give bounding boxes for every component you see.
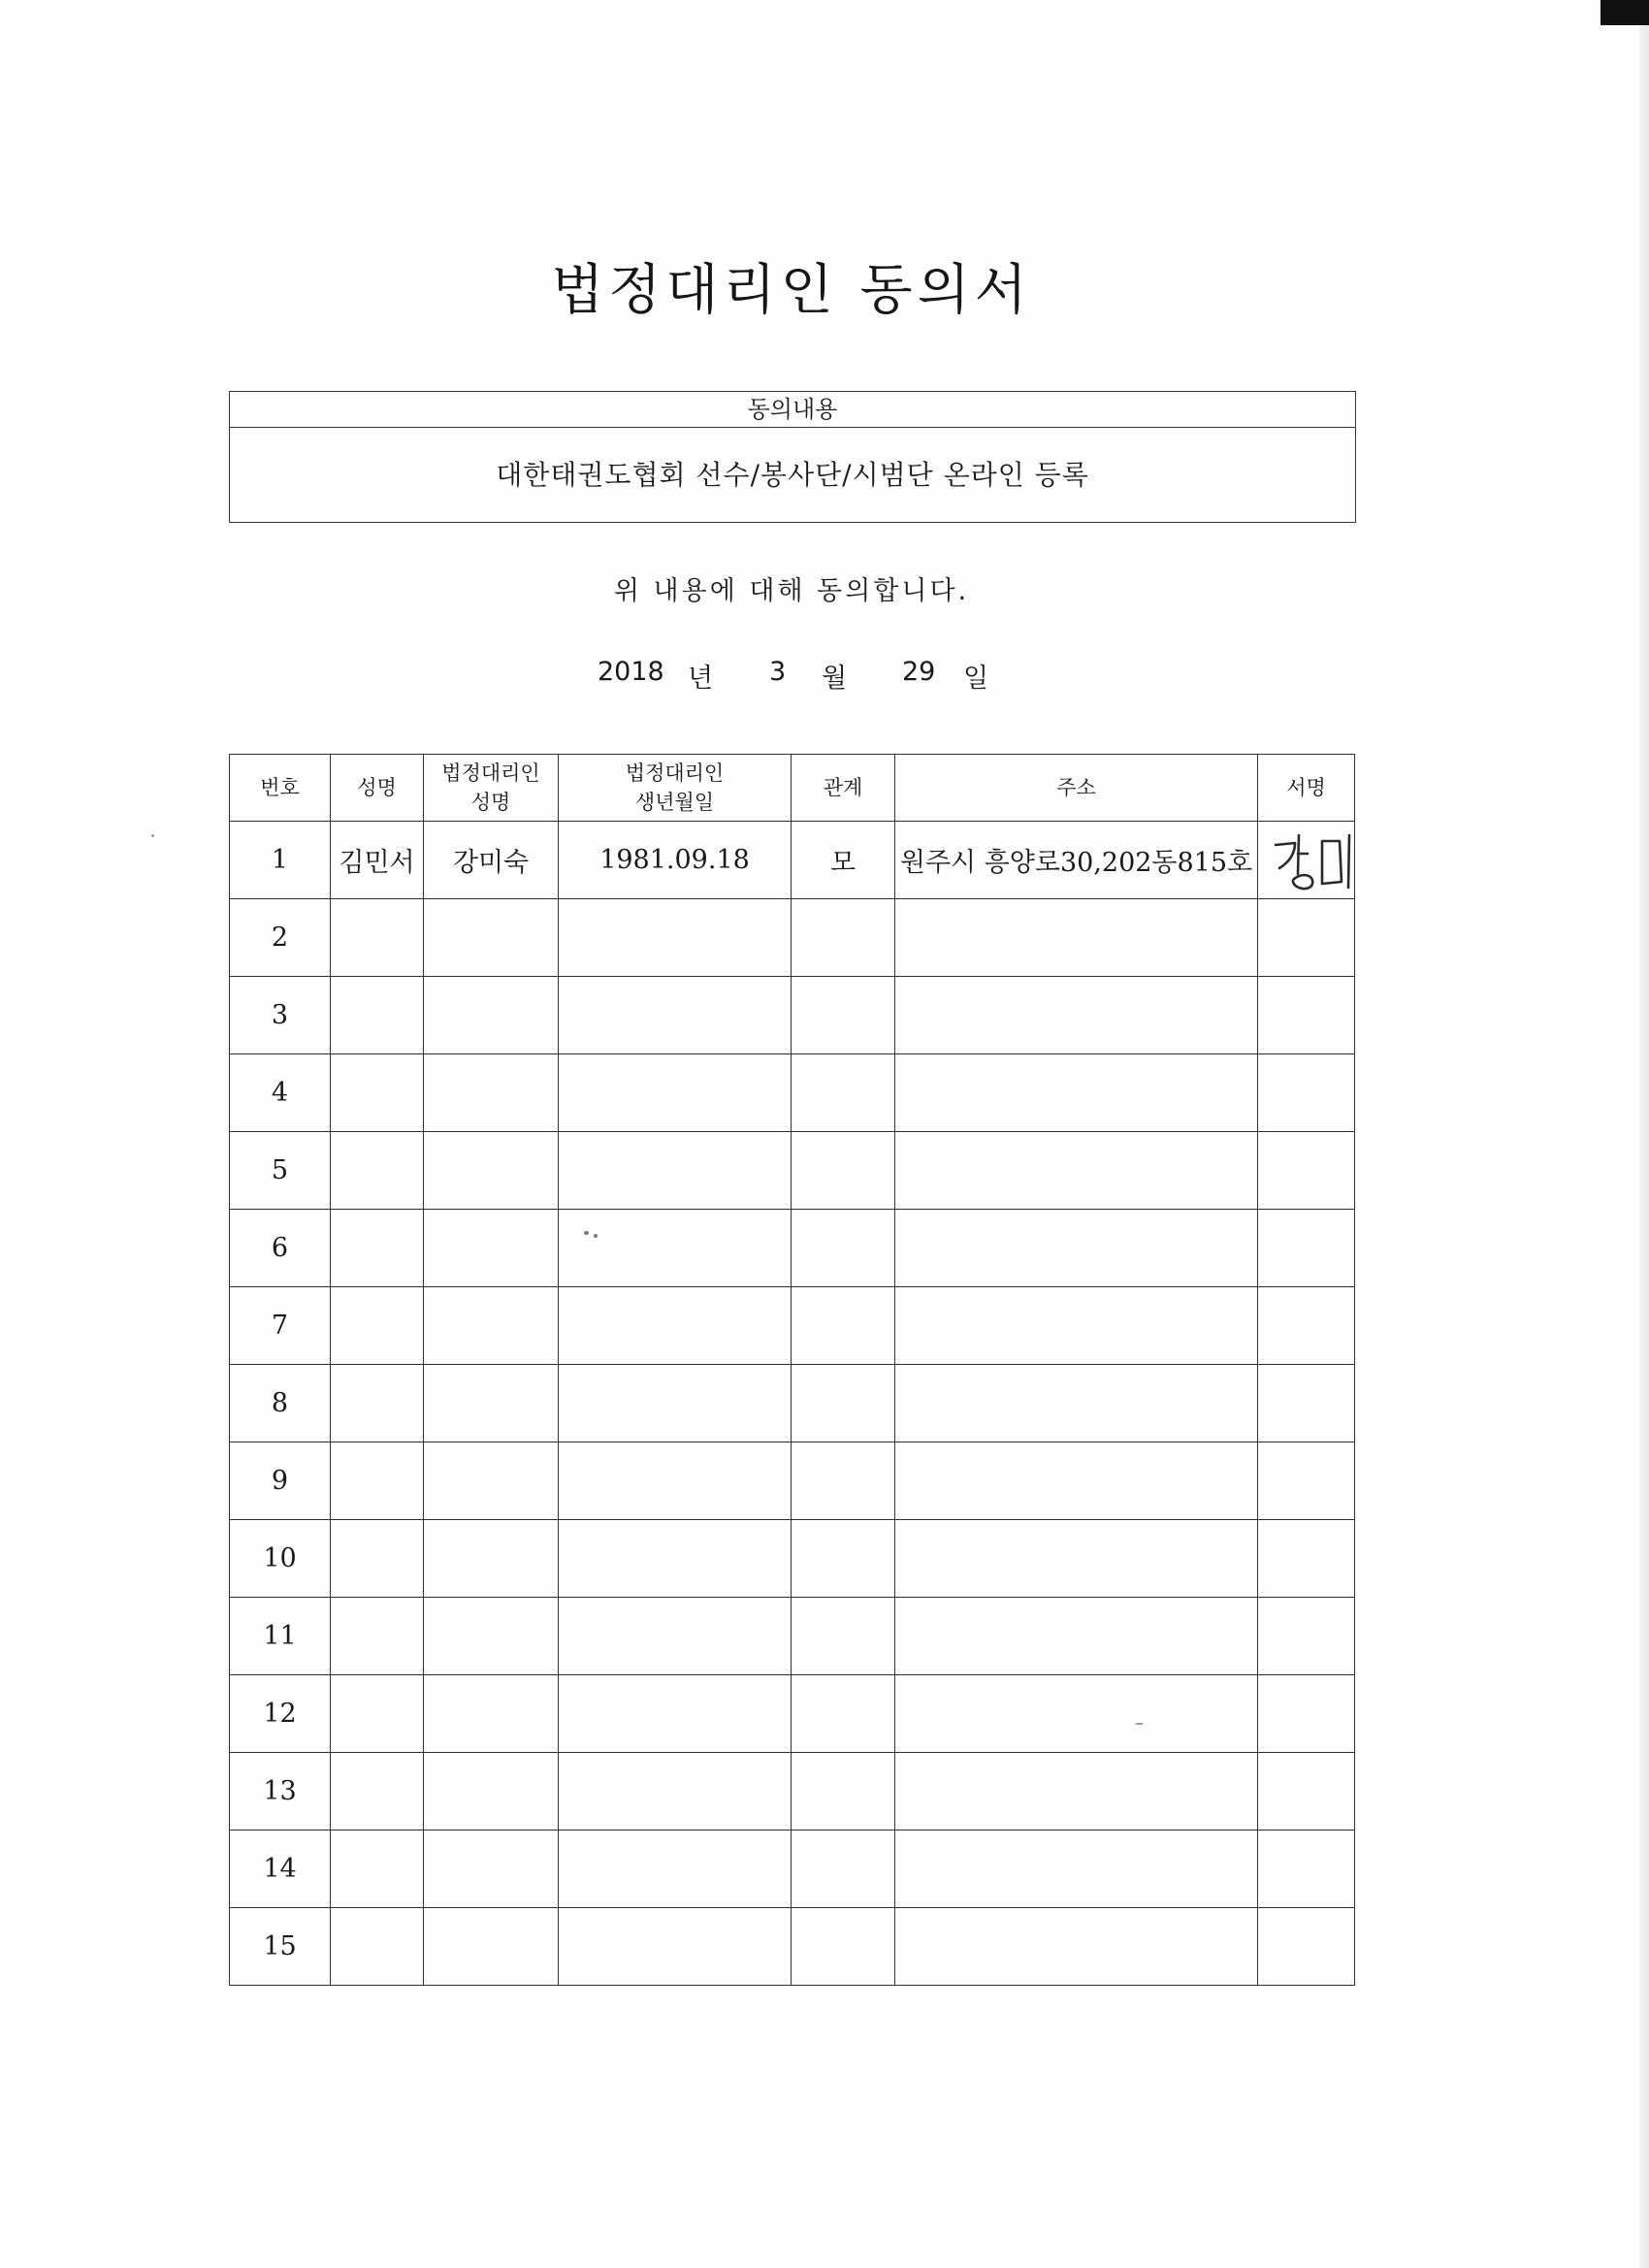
cell-no: 10 [230,1520,331,1598]
table-row [230,1210,1355,1287]
cell-name [331,1520,424,1598]
cell-guardian-birth [559,1210,792,1287]
cell-signature [1258,1520,1355,1598]
header-name: 성명 [331,755,424,822]
cell-signature [1258,1132,1355,1210]
cell-signature [1258,1908,1355,1986]
table-row [230,1831,1355,1908]
header-guardian-name [424,755,559,822]
table-row [230,1054,1355,1132]
table-row [230,1598,1355,1675]
cell-name [331,899,424,977]
date-day-unit: 일 [963,664,989,694]
cell-signature [1258,1054,1355,1132]
scan-speck [584,1231,589,1235]
cell-guardian-birth [559,1831,792,1908]
cell-guardian-birth [559,1598,792,1675]
scan-corner [1600,0,1649,25]
cell-guardian-birth: 1981.09.18 [559,822,792,899]
consent-content: 대한태권도협회 선수/봉사단/시범단 온라인 등록 [496,459,1089,491]
cell-relation [792,1831,895,1908]
cell-relation [792,977,895,1054]
cell-no: 1 [230,822,331,899]
cell-relation [792,1598,895,1675]
cell-relation [792,1520,895,1598]
cell-address [895,1598,1258,1675]
cell-name [331,1365,424,1442]
table-row [230,1442,1355,1520]
cell-guardian-name [424,1520,559,1598]
scan-speck [594,1234,598,1238]
cell-guardian-birth [559,899,792,977]
cell-no: 3 [230,977,331,1054]
scan-edge [1639,0,1649,2268]
cell-signature [1258,822,1355,899]
header-relation: 관계 [792,755,895,822]
cell-guardian-name [424,1365,559,1442]
cell-signature [1258,1675,1355,1753]
cell-relation [792,1442,895,1520]
cell-guardian-birth [559,1287,792,1365]
table-row [230,822,1355,899]
table-row [230,1908,1355,1986]
cell-name [331,1287,424,1365]
document-title: 법정대리인 동의서 [551,259,1032,322]
table-row [230,1132,1355,1210]
cell-address [895,1908,1258,1986]
table-row [230,899,1355,977]
table-row [230,1365,1355,1442]
cell-address [895,1132,1258,1210]
cell-relation [792,1675,895,1753]
guardian-table [229,754,1355,1986]
cell-no: 12 [230,1675,331,1753]
header-guardian-name-line1: 법정대리인 [441,761,540,785]
date-month: 3 [769,657,787,687]
header-guardian-name-line2: 성명 [470,791,511,814]
cell-address [895,899,1258,977]
cell-relation [792,899,895,977]
cell-no: 13 [230,1753,331,1831]
cell-name [331,1442,424,1520]
cell-signature [1258,1365,1355,1442]
cell-no: 9 [230,1442,331,1520]
cell-guardian-name [424,977,559,1054]
cell-name [331,977,424,1054]
cell-signature [1258,1210,1355,1287]
cell-address [895,977,1258,1054]
cell-signature [1258,899,1355,977]
cell-address [895,1675,1258,1753]
cell-guardian-name [424,1598,559,1675]
cell-address [895,1831,1258,1908]
cell-signature [1258,1287,1355,1365]
cell-name [331,1675,424,1753]
cell-no: 5 [230,1132,331,1210]
table-body [230,822,1355,1986]
cell-name [331,1908,424,1986]
cell-no: 4 [230,1054,331,1132]
cell-relation [792,1365,895,1442]
cell-guardian-name [424,1831,559,1908]
date-year: 2018 [598,657,664,687]
date-day: 29 [902,657,936,687]
cell-guardian-name [424,1442,559,1520]
cell-address [895,1365,1258,1442]
cell-guardian-name [424,899,559,977]
cell-name [331,1598,424,1675]
cell-name: 김민서 [331,822,424,899]
cell-signature [1258,977,1355,1054]
cell-guardian-birth [559,1365,792,1442]
cell-no: 14 [230,1831,331,1908]
cell-relation [792,1753,895,1831]
cell-guardian-birth [559,1675,792,1753]
cell-guardian-name: 강미숙 [424,822,559,899]
cell-guardian-birth [559,977,792,1054]
consent-box [229,391,1356,523]
cell-no: 6 [230,1210,331,1287]
consent-header: 동의내용 [230,392,1355,428]
cell-guardian-birth [559,1442,792,1520]
cell-guardian-name [424,1753,559,1831]
scan-speck [151,834,154,837]
cell-relation [792,1054,895,1132]
cell-signature [1258,1753,1355,1831]
header-no: 번호 [230,755,331,822]
cell-address [895,1287,1258,1365]
cell-address [895,1210,1258,1287]
cell-signature [1258,1442,1355,1520]
handwritten-signature [1272,827,1355,895]
table-row [230,1753,1355,1831]
cell-address [895,1753,1258,1831]
header-guardian-birth [559,755,792,822]
cell-name [331,1132,424,1210]
table-row [230,1675,1355,1753]
cell-address: 원주시 흥양로30,202동815호 [895,822,1258,899]
table-row [230,1520,1355,1598]
cell-address [895,1054,1258,1132]
cell-guardian-name [424,1054,559,1132]
agreement-text: 위 내용에 대해 동의합니다. [613,576,970,606]
cell-no: 11 [230,1598,331,1675]
cell-signature [1258,1831,1355,1908]
header-address: 주소 [895,755,1258,822]
cell-name [331,1054,424,1132]
cell-no: 8 [230,1365,331,1442]
cell-relation [792,1210,895,1287]
header-guardian-birth-line1: 법정대리인 [625,761,725,785]
cell-address [895,1520,1258,1598]
cell-relation [792,1287,895,1365]
cell-name [331,1831,424,1908]
cell-guardian-name [424,1675,559,1753]
cell-guardian-birth [559,1753,792,1831]
cell-no: 7 [230,1287,331,1365]
cell-relation [792,1132,895,1210]
cell-address [895,1442,1258,1520]
scan-speck [1135,1723,1144,1725]
table-header-row [230,755,1355,822]
cell-relation: 모 [792,822,895,899]
cell-guardian-birth [559,1054,792,1132]
date-year-unit: 년 [688,664,714,694]
cell-guardian-birth [559,1520,792,1598]
header-guardian-birth-line2: 생년월일 [634,791,715,814]
cell-no: 2 [230,899,331,977]
header-signature: 서명 [1258,755,1355,822]
table-row [230,977,1355,1054]
cell-guardian-name [424,1210,559,1287]
table-row [230,1287,1355,1365]
cell-no: 15 [230,1908,331,1986]
cell-signature [1258,1598,1355,1675]
cell-guardian-name [424,1908,559,1986]
cell-guardian-name [424,1287,559,1365]
cell-name [331,1753,424,1831]
cell-guardian-birth [559,1132,792,1210]
cell-relation [792,1908,895,1986]
date-month-unit: 월 [822,664,848,694]
cell-guardian-name [424,1132,559,1210]
cell-guardian-birth [559,1908,792,1986]
cell-name [331,1210,424,1287]
